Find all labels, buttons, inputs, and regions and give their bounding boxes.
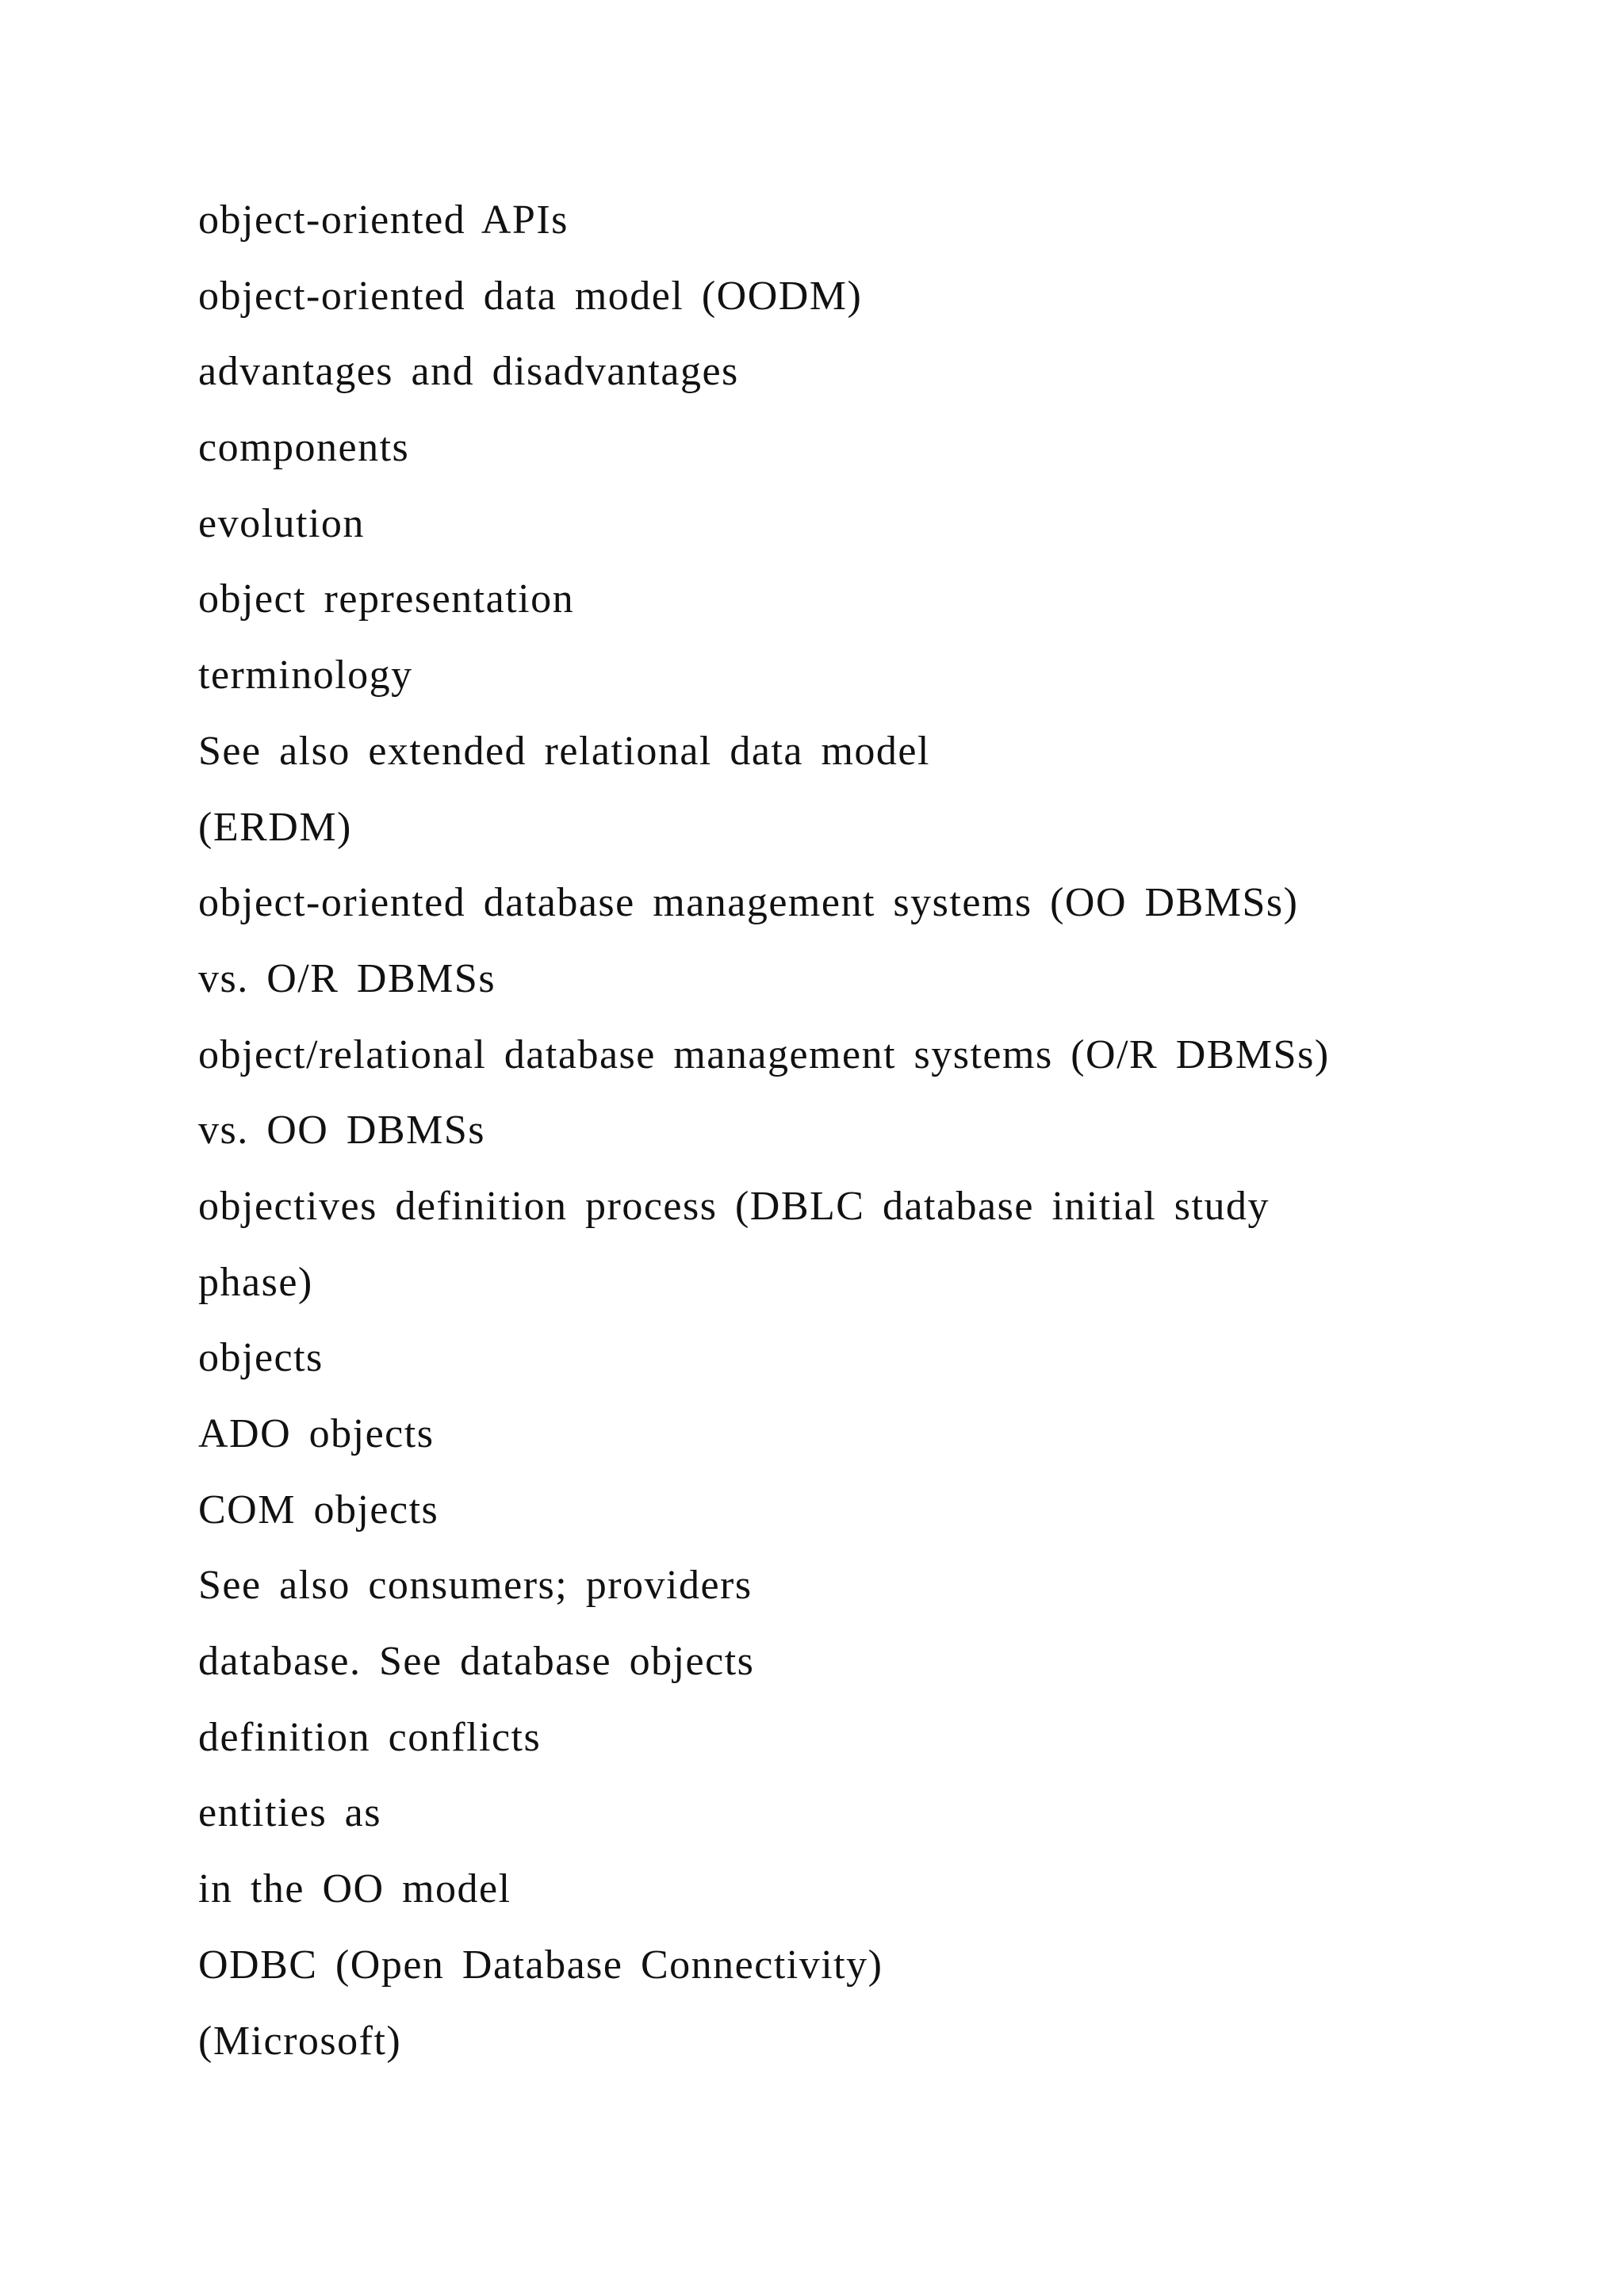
index-entry: ODBC (Open Database Connectivity) — [198, 1942, 883, 1988]
index-entry: vs. O/R DBMSs — [198, 955, 496, 1001]
index-entry: object-oriented data model (OODM) — [198, 273, 863, 319]
index-entry-list — [198, 189, 1330, 2085]
index-entry: components — [198, 425, 410, 471]
index-entry: objectives definition process (DBLC database initial study — [198, 1183, 1270, 1229]
index-entry: See also extended relational data model — [198, 728, 930, 774]
index-entry: ADO objects — [198, 1411, 435, 1456]
index-entry: definition conflicts — [198, 1714, 542, 1760]
index-entry: object-oriented database management systems (OO DBMSs) — [198, 880, 1299, 926]
index-entry: in the OO model — [198, 1866, 511, 1912]
index-entry: advantages and disadvantages — [198, 349, 739, 395]
index-entry: entities as — [198, 1790, 382, 1836]
index-entry: object-oriented APIs — [198, 197, 569, 243]
index-entry: database. See database objects — [198, 1639, 755, 1685]
index-entry: object representation — [198, 576, 575, 622]
index-entry: COM objects — [198, 1487, 439, 1533]
index-entry: See also consumers; providers — [198, 1563, 753, 1609]
index-entry: objects — [198, 1335, 324, 1381]
index-entry: object/relational database management systems (O/R DBMSs) — [198, 1031, 1330, 1077]
index-entry: evolution — [198, 500, 365, 546]
index-entry: vs. OO DBMSs — [198, 1108, 485, 1154]
index-entry: phase) — [198, 1259, 313, 1305]
index-entry: (ERDM) — [198, 804, 352, 850]
index-entry: terminology — [198, 652, 413, 698]
index-entry: (Microsoft) — [198, 2018, 402, 2064]
